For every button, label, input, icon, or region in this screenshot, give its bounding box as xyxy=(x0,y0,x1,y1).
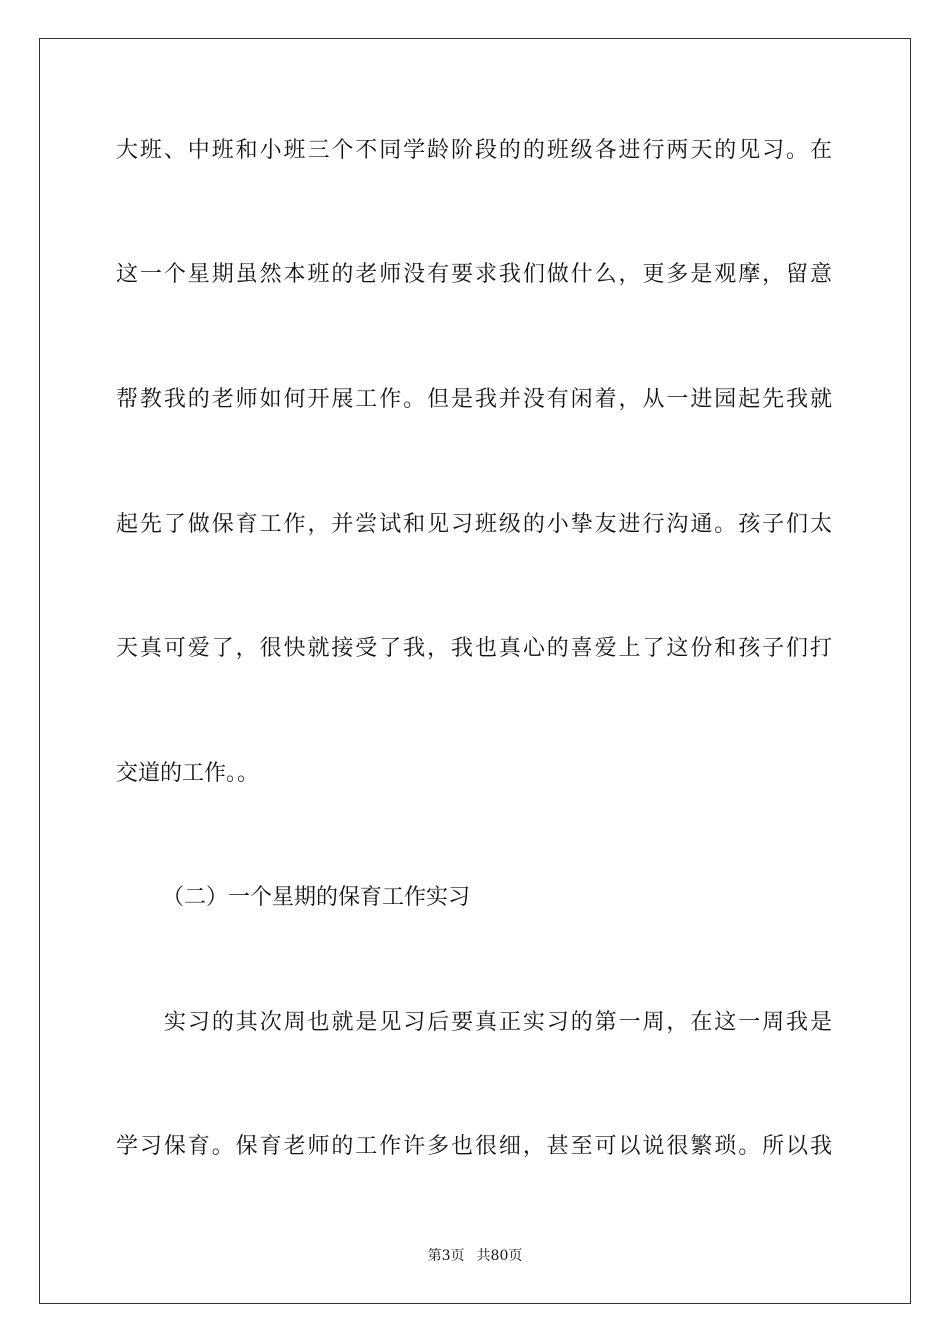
body-text-line: 学习保育。保育老师的工作许多也很细，甚至可以说很繁琐。所以我 xyxy=(116,1134,832,1159)
page-total: 共80页 xyxy=(476,1248,523,1264)
page-border xyxy=(39,38,911,1304)
body-text-line: 起先了做保育工作，并尝试和见习班级的小挚友进行沟通。孩子们太 xyxy=(116,512,832,537)
body-text-line: 这一个星期虽然本班的老师没有要求我们做什么，更多是观摩，留意 xyxy=(116,262,832,287)
page-footer xyxy=(0,1246,950,1266)
paragraph-first-line: 实习的其次周也就是见习后要真正实习的第一周，在这一周我是 xyxy=(164,1010,832,1035)
body-text-line: 天真可爱了，很快就接受了我，我也真心的喜爱上了这份和孩子们打 xyxy=(116,636,832,661)
body-text-line: 大班、中班和小班三个不同学龄阶段的的班级各进行两天的见习。在 xyxy=(116,138,832,163)
body-text-line: 帮教我的老师如何开展工作。但是我并没有闲着，从一进园起先我就 xyxy=(116,387,832,412)
page-number: 第3页 xyxy=(427,1248,465,1264)
body-text-line-last: 交道的工作。。 xyxy=(116,761,260,786)
section-heading: （二）一个星期的保育工作实习 xyxy=(162,885,471,910)
